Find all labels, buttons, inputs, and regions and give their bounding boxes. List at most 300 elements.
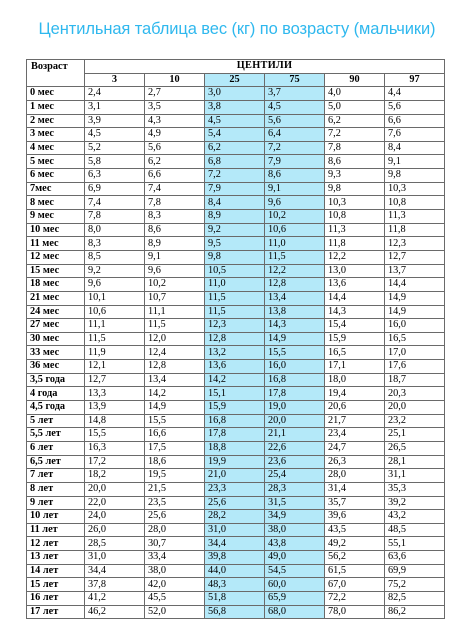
value-cell: 14,9 <box>265 332 325 346</box>
value-cell: 12,7 <box>385 250 445 264</box>
value-cell: 16,8 <box>265 373 325 387</box>
value-cell: 12,1 <box>85 360 145 374</box>
age-cell: 12 лет <box>27 537 85 551</box>
value-cell: 14,9 <box>145 401 205 415</box>
value-cell: 14,2 <box>145 387 205 401</box>
value-cell: 20,0 <box>85 482 145 496</box>
value-cell: 15,9 <box>325 332 385 346</box>
table-row <box>27 305 445 319</box>
age-cell: 11 лет <box>27 523 85 537</box>
value-cell: 7,8 <box>85 210 145 224</box>
value-cell: 8,6 <box>325 155 385 169</box>
value-cell: 7,2 <box>205 169 265 183</box>
value-cell: 14,4 <box>385 278 445 292</box>
value-cell: 13,8 <box>265 305 325 319</box>
value-cell: 75,2 <box>385 578 445 592</box>
table-row <box>27 414 445 428</box>
age-cell: 30 мес <box>27 332 85 346</box>
value-cell: 35,3 <box>385 482 445 496</box>
value-cell: 17,8 <box>265 387 325 401</box>
age-cell: 13 лет <box>27 551 85 565</box>
column-header: 75 <box>265 73 325 87</box>
value-cell: 3,5 <box>145 100 205 114</box>
value-cell: 25,1 <box>385 428 445 442</box>
value-cell: 42,0 <box>145 578 205 592</box>
value-cell: 12,2 <box>325 250 385 264</box>
table-row <box>27 196 445 210</box>
value-cell: 6,2 <box>145 155 205 169</box>
value-cell: 5,8 <box>85 155 145 169</box>
value-cell: 68,0 <box>265 605 325 619</box>
value-cell: 10,6 <box>85 305 145 319</box>
value-cell: 8,6 <box>145 223 205 237</box>
value-cell: 18,0 <box>325 373 385 387</box>
age-cell: 10 мес <box>27 223 85 237</box>
value-cell: 43,5 <box>325 523 385 537</box>
value-cell: 11,8 <box>325 237 385 251</box>
value-cell: 67,0 <box>325 578 385 592</box>
value-cell: 7,6 <box>385 128 445 142</box>
value-cell: 11,1 <box>85 319 145 333</box>
value-cell: 4,5 <box>85 128 145 142</box>
value-cell: 4,9 <box>145 128 205 142</box>
value-cell: 55,1 <box>385 537 445 551</box>
value-cell: 4,0 <box>325 87 385 101</box>
value-cell: 24,7 <box>325 441 385 455</box>
value-cell: 31,0 <box>205 523 265 537</box>
column-header: 25 <box>205 73 265 87</box>
age-cell: 24 мес <box>27 305 85 319</box>
age-cell: 8 мес <box>27 196 85 210</box>
column-header: 90 <box>325 73 385 87</box>
value-cell: 86,2 <box>385 605 445 619</box>
value-cell: 14,3 <box>325 305 385 319</box>
value-cell: 5,0 <box>325 100 385 114</box>
value-cell: 8,9 <box>205 210 265 224</box>
age-cell: 9 мес <box>27 210 85 224</box>
value-cell: 7,4 <box>85 196 145 210</box>
value-cell: 16,8 <box>205 414 265 428</box>
table-row <box>27 278 445 292</box>
table-row <box>27 291 445 305</box>
value-cell: 46,2 <box>85 605 145 619</box>
value-cell: 12,8 <box>145 360 205 374</box>
value-cell: 21,5 <box>145 482 205 496</box>
value-cell: 52,0 <box>145 605 205 619</box>
value-cell: 28,0 <box>145 523 205 537</box>
value-cell: 2,7 <box>145 87 205 101</box>
table-row <box>27 128 445 142</box>
value-cell: 19,0 <box>265 401 325 415</box>
table-row <box>27 523 445 537</box>
value-cell: 3,8 <box>205 100 265 114</box>
value-cell: 15,5 <box>145 414 205 428</box>
age-cell: 7мес <box>27 182 85 196</box>
table-row <box>27 210 445 224</box>
value-cell: 28,1 <box>385 455 445 469</box>
value-cell: 9,3 <box>325 169 385 183</box>
value-cell: 9,8 <box>325 182 385 196</box>
value-cell: 16,0 <box>265 360 325 374</box>
value-cell: 31,0 <box>85 551 145 565</box>
table-row <box>27 264 445 278</box>
value-cell: 13,6 <box>325 278 385 292</box>
table-row <box>27 605 445 619</box>
value-cell: 4,4 <box>385 87 445 101</box>
value-cell: 13,7 <box>385 264 445 278</box>
value-cell: 48,5 <box>385 523 445 537</box>
value-cell: 20,3 <box>385 387 445 401</box>
value-cell: 17,2 <box>85 455 145 469</box>
value-cell: 35,7 <box>325 496 385 510</box>
value-cell: 19,4 <box>325 387 385 401</box>
value-cell: 21,0 <box>205 469 265 483</box>
value-cell: 78,0 <box>325 605 385 619</box>
age-cell: 17 лет <box>27 605 85 619</box>
value-cell: 16,5 <box>325 346 385 360</box>
age-cell: 1 мес <box>27 100 85 114</box>
value-cell: 16,3 <box>85 441 145 455</box>
table-row <box>27 237 445 251</box>
value-cell: 24,0 <box>85 510 145 524</box>
value-cell: 69,9 <box>385 564 445 578</box>
value-cell: 14,2 <box>205 373 265 387</box>
value-cell: 8,6 <box>265 169 325 183</box>
table-row <box>27 346 445 360</box>
table-row <box>27 564 445 578</box>
value-cell: 61,5 <box>325 564 385 578</box>
age-cell: 6 лет <box>27 441 85 455</box>
value-cell: 7,9 <box>205 182 265 196</box>
value-cell: 6,6 <box>145 169 205 183</box>
value-cell: 3,0 <box>205 87 265 101</box>
table-row <box>27 551 445 565</box>
value-cell: 14,8 <box>85 414 145 428</box>
table-row <box>27 141 445 155</box>
column-header: 3 <box>85 73 145 87</box>
value-cell: 9,8 <box>205 250 265 264</box>
age-cell: 3 мес <box>27 128 85 142</box>
value-cell: 10,6 <box>265 223 325 237</box>
table-row <box>27 87 445 101</box>
value-cell: 17,5 <box>145 441 205 455</box>
value-cell: 17,8 <box>205 428 265 442</box>
age-cell: 0 мес <box>27 87 85 101</box>
page-title: Центильная таблица вес (кг) по возрасту (мальчики) <box>38 20 436 38</box>
age-cell: 5 лет <box>27 414 85 428</box>
value-cell: 9,8 <box>385 169 445 183</box>
value-cell: 25,6 <box>205 496 265 510</box>
value-cell: 4,3 <box>145 114 205 128</box>
value-cell: 22,0 <box>85 496 145 510</box>
table-row <box>27 250 445 264</box>
value-cell: 5,6 <box>385 100 445 114</box>
value-cell: 15,9 <box>205 401 265 415</box>
value-cell: 8,4 <box>385 141 445 155</box>
value-cell: 63,6 <box>385 551 445 565</box>
value-cell: 28,2 <box>205 510 265 524</box>
value-cell: 18,6 <box>145 455 205 469</box>
weight-centile-table <box>26 59 445 619</box>
table-row <box>27 373 445 387</box>
value-cell: 56,8 <box>205 605 265 619</box>
value-cell: 11,9 <box>85 346 145 360</box>
value-cell: 12,3 <box>205 319 265 333</box>
value-cell: 11,3 <box>385 210 445 224</box>
value-cell: 18,8 <box>205 441 265 455</box>
value-cell: 7,8 <box>145 196 205 210</box>
age-cell: 11 мес <box>27 237 85 251</box>
value-cell: 18,7 <box>385 373 445 387</box>
value-cell: 23,6 <box>265 455 325 469</box>
value-cell: 51,8 <box>205 591 265 605</box>
value-cell: 34,9 <box>265 510 325 524</box>
age-cell: 6,5 лет <box>27 455 85 469</box>
value-cell: 4,5 <box>265 100 325 114</box>
age-cell: 3,5 года <box>27 373 85 387</box>
age-cell: 15 мес <box>27 264 85 278</box>
header-row-group <box>27 60 445 74</box>
value-cell: 5,2 <box>85 141 145 155</box>
value-cell: 11,5 <box>265 250 325 264</box>
value-cell: 16,6 <box>145 428 205 442</box>
value-cell: 56,2 <box>325 551 385 565</box>
value-cell: 12,8 <box>205 332 265 346</box>
value-cell: 49,2 <box>325 537 385 551</box>
value-cell: 31,1 <box>385 469 445 483</box>
value-cell: 6,4 <box>265 128 325 142</box>
value-cell: 20,6 <box>325 401 385 415</box>
table-row <box>27 223 445 237</box>
value-cell: 12,4 <box>145 346 205 360</box>
value-cell: 43,2 <box>385 510 445 524</box>
value-cell: 11,0 <box>265 237 325 251</box>
value-cell: 11,5 <box>205 305 265 319</box>
value-cell: 14,9 <box>385 291 445 305</box>
value-cell: 31,5 <box>265 496 325 510</box>
value-cell: 25,4 <box>265 469 325 483</box>
table-row <box>27 496 445 510</box>
value-cell: 9,1 <box>145 250 205 264</box>
value-cell: 5,6 <box>265 114 325 128</box>
value-cell: 5,6 <box>145 141 205 155</box>
value-cell: 23,3 <box>205 482 265 496</box>
value-cell: 9,1 <box>385 155 445 169</box>
table-row <box>27 469 445 483</box>
age-cell: 4,5 года <box>27 401 85 415</box>
value-cell: 9,5 <box>205 237 265 251</box>
value-cell: 11,5 <box>145 319 205 333</box>
value-cell: 3,9 <box>85 114 145 128</box>
value-cell: 21,7 <box>325 414 385 428</box>
value-cell: 14,3 <box>265 319 325 333</box>
value-cell: 8,3 <box>85 237 145 251</box>
age-cell: 4 мес <box>27 141 85 155</box>
age-cell: 5,5 лет <box>27 428 85 442</box>
table-row <box>27 100 445 114</box>
age-cell: 18 мес <box>27 278 85 292</box>
table-row <box>27 360 445 374</box>
age-cell: 7 лет <box>27 469 85 483</box>
value-cell: 38,0 <box>265 523 325 537</box>
value-cell: 10,2 <box>145 278 205 292</box>
table-row <box>27 455 445 469</box>
table-row <box>27 510 445 524</box>
table-row <box>27 114 445 128</box>
age-column-header: Возраст <box>27 60 85 87</box>
value-cell: 7,2 <box>325 128 385 142</box>
value-cell: 6,9 <box>85 182 145 196</box>
value-cell: 33,4 <box>145 551 205 565</box>
value-cell: 10,5 <box>205 264 265 278</box>
table-row <box>27 319 445 333</box>
value-cell: 12,0 <box>145 332 205 346</box>
value-cell: 12,2 <box>265 264 325 278</box>
value-cell: 23,2 <box>385 414 445 428</box>
value-cell: 37,8 <box>85 578 145 592</box>
value-cell: 13,3 <box>85 387 145 401</box>
table-row <box>27 169 445 183</box>
value-cell: 26,3 <box>325 455 385 469</box>
value-cell: 8,0 <box>85 223 145 237</box>
value-cell: 10,8 <box>385 196 445 210</box>
value-cell: 13,6 <box>205 360 265 374</box>
value-cell: 23,4 <box>325 428 385 442</box>
value-cell: 10,1 <box>85 291 145 305</box>
value-cell: 49,0 <box>265 551 325 565</box>
value-cell: 19,5 <box>145 469 205 483</box>
value-cell: 9,2 <box>85 264 145 278</box>
value-cell: 28,0 <box>325 469 385 483</box>
value-cell: 12,8 <box>265 278 325 292</box>
age-cell: 8 лет <box>27 482 85 496</box>
table-row <box>27 441 445 455</box>
value-cell: 72,2 <box>325 591 385 605</box>
value-cell: 82,5 <box>385 591 445 605</box>
value-cell: 20,0 <box>385 401 445 415</box>
value-cell: 7,4 <box>145 182 205 196</box>
value-cell: 12,7 <box>85 373 145 387</box>
value-cell: 10,8 <box>325 210 385 224</box>
age-cell: 33 мес <box>27 346 85 360</box>
age-cell: 12 мес <box>27 250 85 264</box>
value-cell: 9,6 <box>265 196 325 210</box>
value-cell: 5,4 <box>205 128 265 142</box>
value-cell: 9,6 <box>145 264 205 278</box>
age-cell: 6 мес <box>27 169 85 183</box>
value-cell: 6,2 <box>205 141 265 155</box>
value-cell: 26,0 <box>85 523 145 537</box>
value-cell: 17,1 <box>325 360 385 374</box>
value-cell: 2,4 <box>85 87 145 101</box>
value-cell: 48,3 <box>205 578 265 592</box>
value-cell: 10,3 <box>325 196 385 210</box>
value-cell: 11,5 <box>85 332 145 346</box>
value-cell: 15,5 <box>265 346 325 360</box>
value-cell: 11,0 <box>205 278 265 292</box>
column-header: 97 <box>385 73 445 87</box>
value-cell: 8,5 <box>85 250 145 264</box>
table-body <box>27 87 445 619</box>
value-cell: 23,5 <box>145 496 205 510</box>
value-cell: 39,6 <box>325 510 385 524</box>
table-row <box>27 332 445 346</box>
value-cell: 7,8 <box>325 141 385 155</box>
value-cell: 15,4 <box>325 319 385 333</box>
value-cell: 34,4 <box>205 537 265 551</box>
value-cell: 16,0 <box>385 319 445 333</box>
value-cell: 38,0 <box>145 564 205 578</box>
value-cell: 30,7 <box>145 537 205 551</box>
value-cell: 41,2 <box>85 591 145 605</box>
table-row <box>27 537 445 551</box>
age-cell: 9 лет <box>27 496 85 510</box>
table-row <box>27 482 445 496</box>
value-cell: 13,9 <box>85 401 145 415</box>
header-row-columns <box>27 73 445 87</box>
value-cell: 6,6 <box>385 114 445 128</box>
value-cell: 7,9 <box>265 155 325 169</box>
value-cell: 4,5 <box>205 114 265 128</box>
value-cell: 18,2 <box>85 469 145 483</box>
value-cell: 6,3 <box>85 169 145 183</box>
value-cell: 8,9 <box>145 237 205 251</box>
value-cell: 11,8 <box>385 223 445 237</box>
value-cell: 26,5 <box>385 441 445 455</box>
value-cell: 20,0 <box>265 414 325 428</box>
value-cell: 45,5 <box>145 591 205 605</box>
value-cell: 28,5 <box>85 537 145 551</box>
value-cell: 10,3 <box>385 182 445 196</box>
value-cell: 13,4 <box>265 291 325 305</box>
value-cell: 11,3 <box>325 223 385 237</box>
table-row <box>27 155 445 169</box>
value-cell: 7,2 <box>265 141 325 155</box>
value-cell: 9,2 <box>205 223 265 237</box>
age-cell: 27 мес <box>27 319 85 333</box>
table-row <box>27 578 445 592</box>
value-cell: 9,6 <box>85 278 145 292</box>
age-cell: 15 лет <box>27 578 85 592</box>
value-cell: 12,3 <box>385 237 445 251</box>
age-cell: 21 мес <box>27 291 85 305</box>
value-cell: 17,0 <box>385 346 445 360</box>
value-cell: 11,5 <box>205 291 265 305</box>
value-cell: 43,8 <box>265 537 325 551</box>
value-cell: 17,6 <box>385 360 445 374</box>
value-cell: 54,5 <box>265 564 325 578</box>
age-cell: 36 мес <box>27 360 85 374</box>
centiles-group-header: ЦЕНТИЛИ <box>85 60 445 74</box>
value-cell: 8,4 <box>205 196 265 210</box>
value-cell: 15,1 <box>205 387 265 401</box>
table-row <box>27 428 445 442</box>
age-cell: 14 лет <box>27 564 85 578</box>
value-cell: 39,8 <box>205 551 265 565</box>
value-cell: 6,8 <box>205 155 265 169</box>
age-cell: 4 года <box>27 387 85 401</box>
value-cell: 60,0 <box>265 578 325 592</box>
value-cell: 25,6 <box>145 510 205 524</box>
value-cell: 13,2 <box>205 346 265 360</box>
value-cell: 3,7 <box>265 87 325 101</box>
value-cell: 44,0 <box>205 564 265 578</box>
value-cell: 10,7 <box>145 291 205 305</box>
value-cell: 3,1 <box>85 100 145 114</box>
table-row <box>27 591 445 605</box>
table-row <box>27 387 445 401</box>
value-cell: 39,2 <box>385 496 445 510</box>
